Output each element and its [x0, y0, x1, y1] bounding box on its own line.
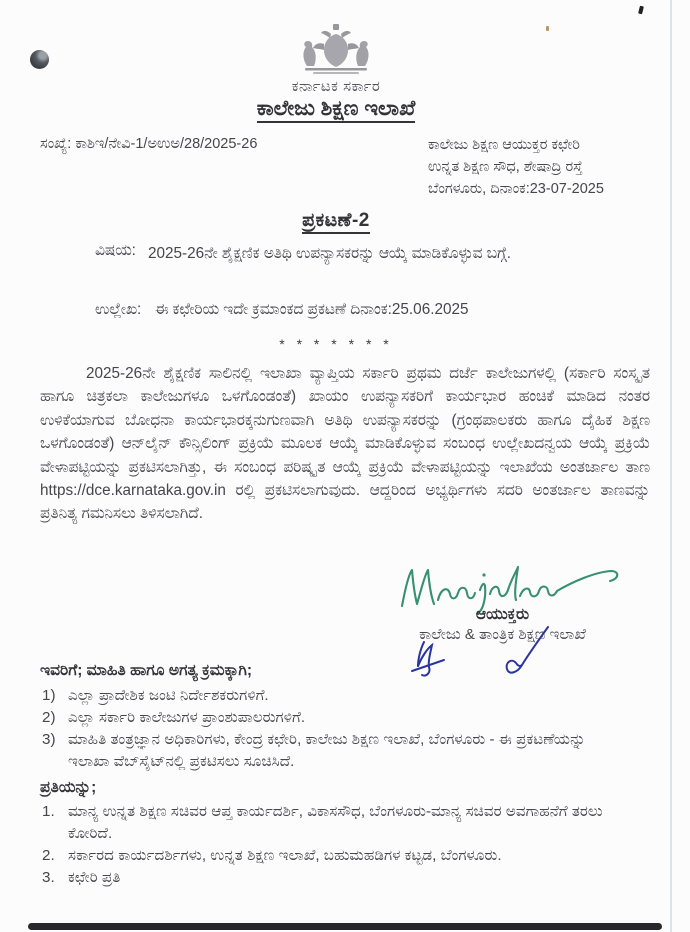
government-name: ಕರ್ನಾಟಕ ಸರ್ಕಾರ	[291, 78, 381, 95]
copy-item	[42, 845, 632, 867]
subject-text: 2025-26ನೇ ಶೈಕ್ಷಣಿಕ ಅತಿಥಿ ಉಪನ್ಯಾಸಕರನ್ನು ಆಯ್ಕೆ ಮಾಡಿಕೊಳ್ಳುವ ಬಗ್ಗೆ.	[148, 245, 512, 262]
item-number: 3.	[42, 869, 55, 886]
body-paragraph: 2025-26ನೇ ಶೈಕ್ಷಣಿಕ ಸಾಲಿನಲ್ಲಿ ಇಲಾಖಾ ವ್ಯಾಪ್ತಿಯ ಸರ್ಕಾರಿ ಪ್ರಥಮ ದರ್ಜೆ ಕಾಲೇಜುಗಳಲ್ಲಿ (ಸರ್ಕಾರಿ ಸಂಸ್ಕೃತ ಹಾಗೂ ಚಿತ್ರಕಲಾ ಕಾಲೇಜುಗಳೂ ಒಳಗೊಂಡಂತೆ) ಖಾಯಂ ಉಪನ್ಯಾಸಕರಿಗೆ ಕಾರ್ಯಭಾರ ಹಂಚಿಕೆ ಮಾಡಿದ ನಂತರ ಉಳಿಕೆಯಾಗುವ ಬೋಧನಾ ಕಾರ್ಯಭಾರಕ್ಕನುಗುಣವಾಗಿ ಅತಿಥಿ ಉಪನ್ಯಾಸಕರನ್ನು (ಗ್ರಂಥಪಾಲಕರು ಹಾಗೂ ದೈಹಿಕ ಶಿಕ್ಷಣ ಒಳಗೊಂಡಂತೆ) ಆನ್‌ಲೈನ್ ಕೌನ್ಸಿಲಿಂಗ್ ಪ್ರಕ್ರಿಯೆ ಮೂಲಕ ಆಯ್ಕೆ ಮಾಡಿಕೊಳ್ಳುವ ಸಂಬಂಧ ಉಲ್ಲೇಖದನ್ವಯ ಆಯ್ಕೆ ಪ್ರಕ್ರಿಯೆ ವೇಳಾಪಟ್ಟಿಯನ್ನು ಪ್ರಕಟಿಸಲಾಗಿತ್ತು, ಈ ಸಂಬಂಧ ಪರಿಷ್ಕೃತ ಆಯ್ಕೆ ಪ್ರಕ್ರಿಯೆ ವೇಳಾಪಟ್ಟಿಯನ್ನು ಇಲಾಖೆಯ ಅಂತರ್ಜಾಲ ತಾಣ https://dce.karnataka.gov.in ರಲ್ಲಿ ಪ್ರಕಟಿಸಲಾಗುವುದು. ಆದ್ದರಿಂದ ಅಭ್ಯರ್ಥಿಗಳು ಸದರಿ ಅಂತರ್ಜಾಲ ತಾಣವನ್ನು ಪ್ರತಿನಿತ್ಯ ಗಮನಿಸಲು ತಿಳಿಸಲಾಗಿದೆ.	[40, 365, 650, 523]
item-number: 2.	[42, 847, 55, 864]
copy-list	[42, 801, 632, 889]
item-text: ಕಛೇರಿ ಪ್ರತಿ	[68, 869, 121, 886]
office-address-line: ಉನ್ನತ ಶಿಕ್ಷಣ ಸೌಧ, ಶೇಷಾದ್ರಿ ರಸ್ತೆ	[428, 159, 583, 175]
emblem-container	[0, 22, 672, 76]
office-address-line: ಕಾಲೇಜು ಶಿಕ್ಷಣ ಆಯುಕ್ತರ ಕಛೇರಿ	[428, 137, 580, 153]
punch-hole-mark	[30, 50, 49, 69]
signatory-department: ಕಾಲೇಜು & ತಾಂತ್ರಿಕ ಶಿಕ್ಷಣ ಇಲಾಖೆ	[419, 626, 586, 643]
item-number: 1)	[42, 687, 56, 704]
copy-item	[42, 867, 632, 889]
blue-ink-initials-icon	[408, 636, 452, 680]
office-address-line: ಬೆಂಗಳೂರು, ದಿನಾಂಕ:23-07-2025	[428, 181, 604, 197]
reference-label: ಉಲ್ಲೇಖ:	[95, 301, 142, 318]
copy-heading: ಪ್ರತಿಯನ್ನು;	[40, 779, 97, 796]
item-number: 1.	[42, 803, 55, 820]
department-title-text: ಕಾಲೇಜು ಶಿಕ್ಷಣ ಇಲಾಖೆ	[257, 97, 415, 123]
department-title	[0, 97, 672, 121]
reference-number: ಸಂಖ್ಯೆ: ಕಾಶಿಇ/ನೇವಿ-1/ಅಉಅ/28/2025-26	[40, 136, 258, 152]
reference-text: ಈ ಕಛೇರಿಯ ಇದೇ ಕ್ರಮಾಂಕದ ಪ್ರಕಟಣೆ ದಿನಾಂಕ:25.06.2025	[155, 301, 469, 318]
scan-edge-line	[670, 0, 672, 932]
item-text: ಮಾನ್ಯ ಉನ್ನತ ಶಿಕ್ಷಣ ಸಚಿವರ ಆಪ್ತ ಕಾರ್ಯದರ್ಶಿ, ವಿಕಾಸಸೌಧ, ಬೆಂಗಳೂರು-ಮಾನ್ಯ ಸಚಿವರ ಅವಗಾಹನೆಗೆ ತರಲು ಕೋರಿದೆ.	[68, 803, 603, 842]
office-address-block	[428, 134, 638, 200]
scanner-bottom-bar	[28, 923, 662, 930]
item-text: ಸರ್ಕಾರದ ಕಾರ್ಯದರ್ಶಿಗಳು, ಉನ್ನತ ಶಿಕ್ಷಣ ಇಲಾಖೆ, ಬಹುಮಹಡಿಗಳ ಕಟ್ಟಡ, ಬೆಂಗಳೂರು.	[68, 847, 502, 864]
item-text: ಎಲ್ಲಾ ಸರ್ಕಾರಿ ಕಾಲೇಜುಗಳ ಪ್ರಾಂಶುಪಾಲರುಗಳಿಗೆ.	[68, 709, 306, 726]
subject-label: ವಿಷಯ:	[95, 242, 136, 259]
notification-title-text: ಪ್ರಕಟಣೆ-2	[302, 210, 370, 234]
notification-title	[0, 210, 672, 232]
distribution-list	[42, 685, 624, 773]
item-number: 3)	[42, 731, 56, 748]
scan-speck	[638, 6, 644, 15]
blue-ink-check-icon	[496, 624, 554, 680]
item-text: ಎಲ್ಲಾ ಪ್ರಾದೇಶಿಕ ಜಂಟಿ ನಿರ್ದೇಶಕರುಗಳಿಗೆ.	[68, 687, 269, 704]
karnataka-emblem-icon	[293, 22, 379, 76]
item-text: ಮಾಹಿತಿ ತಂತ್ರಜ್ಞಾನ ಅಧಿಕಾರಿಗಳು, ಕೇಂದ್ರ ಕಛೇರಿ, ಕಾಲೇಜು ಶಿಕ್ಷಣ ಇಲಾಖೆ, ಬೆಂಗಳೂರು - ಈ ಪ್ರಕಟಣೆಯನ್ನು ಇಲಾಖಾ ವೆಬ್‌ಸೈಟ್‌ನಲ್ಲಿ ಪ್ರಕಟಿಸಲು ಸೂಚಿಸಿದೆ.	[68, 731, 586, 770]
distribution-heading: ಇವರಿಗೆ; ಮಾಹಿತಿ ಹಾಗೂ ಅಗತ್ಯ ಕ್ರಮಕ್ಕಾಗಿ;	[40, 662, 253, 679]
scan-speck	[546, 26, 549, 31]
distribution-item	[42, 729, 624, 773]
distribution-item	[42, 707, 624, 729]
distribution-item	[42, 685, 624, 707]
asterisk-separator: * * * * * * *	[279, 336, 393, 352]
signatory-title: ಆಯುಕ್ತರು	[475, 606, 530, 623]
item-number: 2)	[42, 709, 56, 726]
copy-item	[42, 801, 632, 845]
